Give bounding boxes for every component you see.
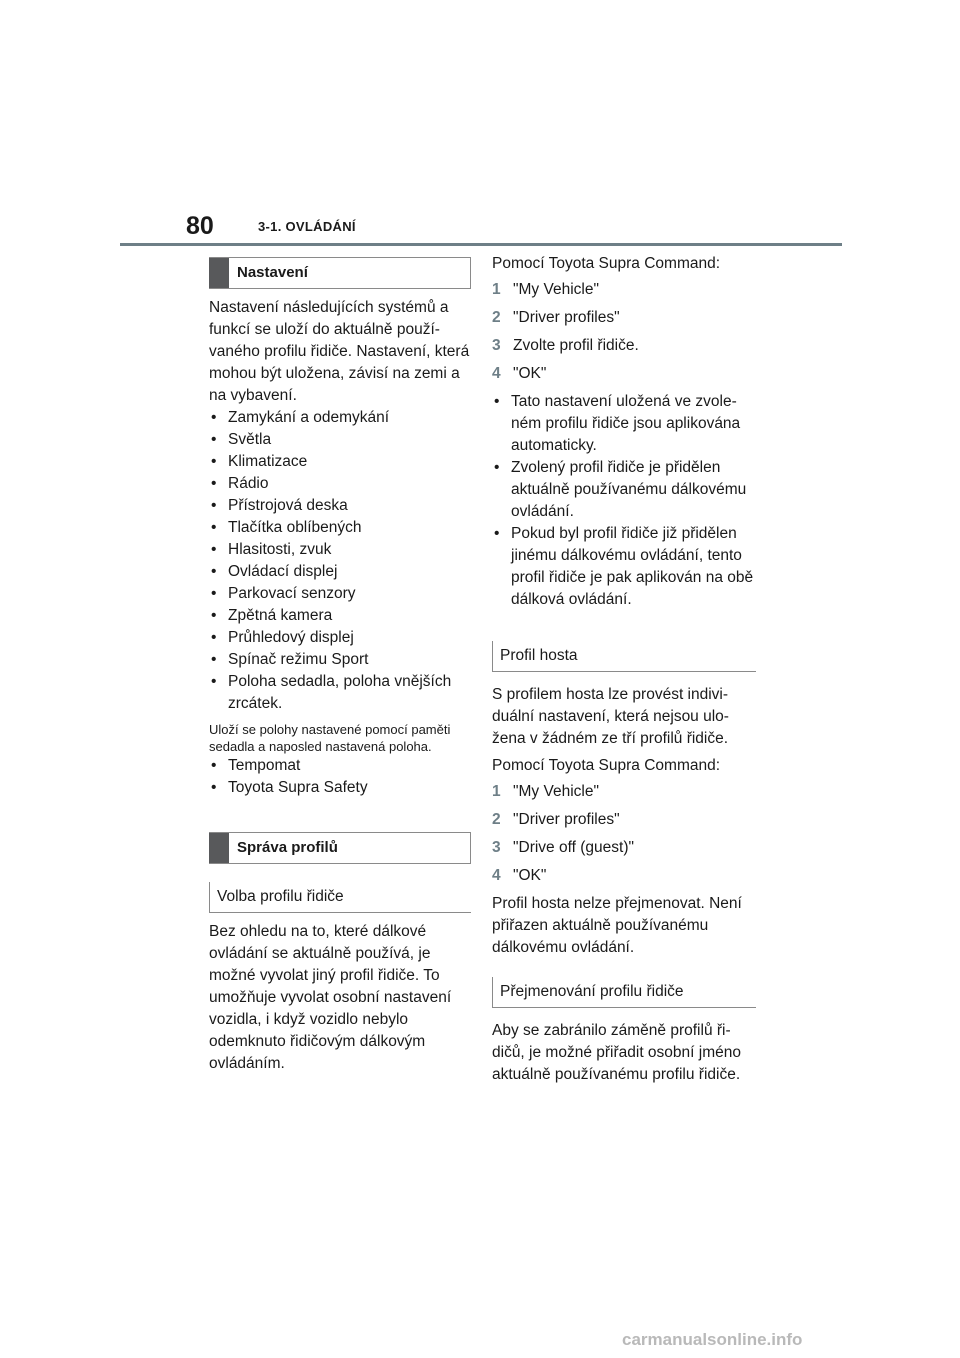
list-item: • Zvolený profil řidiče je přidělen aktuálně používanému dálkovému ovládání. <box>492 457 754 523</box>
step-item <box>492 335 754 357</box>
step-text: "Driver profiles" <box>513 811 620 828</box>
watermark-text: carmanualsonline.info <box>622 1330 803 1349</box>
section-heading-title: Nastavení <box>237 264 308 281</box>
step-number: 4 <box>492 365 501 382</box>
list-item: • Průhledový displej <box>209 627 471 649</box>
step-number: 2 <box>492 811 501 828</box>
subsection-heading-volba-profilu: Volba profilu řidiče <box>209 882 471 913</box>
list-item: • Ovládací displej <box>209 561 471 583</box>
list-item: • Tlačítka oblíbených <box>209 517 471 539</box>
guest-paragraph: S profilem hosta lze provést individuální nastavení, která nejsou uložena v žádném ze tří profilů řidiče. <box>492 686 729 747</box>
list-item: • Pokud byl profil řidiče již přidělen jinému dálkovému ovládání, tento profil řidiče je pak aplikován na obě dálková ovládání. <box>492 523 754 611</box>
step-number: 4 <box>492 867 501 884</box>
step-item <box>492 865 754 887</box>
step-item <box>492 363 754 385</box>
list-item: • Přístrojová deska <box>209 495 471 517</box>
header-rule <box>120 243 842 246</box>
step-number: 2 <box>492 309 501 326</box>
step-item <box>492 307 754 329</box>
intro-paragraph: Nastavení následujících systémů a funkcí se uloží do aktuálně používaného profilu řidiče. Nastavení, která mohou být uložena, závisí na zemi a na vybavení. <box>209 299 470 404</box>
section-heading-nastaveni <box>209 257 471 289</box>
list-item: • Toyota Supra Safety <box>209 777 471 799</box>
right-column <box>492 253 754 1086</box>
step-item <box>492 279 754 301</box>
step-text: "OK" <box>513 365 547 382</box>
command-intro-2: Pomocí Toyota Supra Command: <box>492 757 721 774</box>
page-header <box>0 0 960 250</box>
section-heading-bar <box>209 258 229 288</box>
step-text: "OK" <box>513 867 547 884</box>
list-item: • Parkovací senzory <box>209 583 471 605</box>
list-item: • Zpětná kamera <box>209 605 471 627</box>
list-item: • Tempomat <box>209 755 471 777</box>
step-number: 1 <box>492 783 501 800</box>
step-number: 1 <box>492 281 501 298</box>
step-text: "Drive off (guest)" <box>513 839 634 856</box>
list-item: • Zamykání a odemykání <box>209 407 471 429</box>
page-number: 80 <box>186 212 214 240</box>
list-item: • Rádio <box>209 473 471 495</box>
step-text: Zvolte profil řidiče. <box>513 337 639 354</box>
profile-paragraph: Bez ohledu na to, které dálkové ovládání se aktuálně používá, je možné vyvolat jiný profil řidiče. To umožňuje vyvolat osobní nastavení vozidla, i když vozidlo nebylo odemknuto řidičovým dálkovým ovládáním. <box>209 923 452 1072</box>
seat-memory-note: Uloží se polohy nastavené pomocí paměti sedadla a naposled nastavená poloha. <box>209 722 451 754</box>
step-text: "Driver profiles" <box>513 309 620 326</box>
list-item: • Hlasitosti, zvuk <box>209 539 471 561</box>
step-text: "My Vehicle" <box>513 281 599 298</box>
step-item <box>492 809 754 831</box>
chapter-title: 3-1. OVLÁDÁNÍ <box>258 219 356 234</box>
command-intro: Pomocí Toyota Supra Command: <box>492 255 721 272</box>
settings-list-2 <box>209 755 471 799</box>
section-heading-title: Správa profilů <box>237 839 338 856</box>
rename-paragraph: Aby se zabránilo záměně profilů řidičů, je možné přiřadit osobní jméno aktuálně používanému profilu řidiče. <box>492 1022 741 1083</box>
subsection-heading-profil-hosta: Profil hosta <box>492 641 756 672</box>
left-column <box>209 257 471 1075</box>
list-item: • Spínač režimu Sport <box>209 649 471 671</box>
list-item: • Poloha sedadla, poloha vnějších zrcátek. <box>209 671 471 715</box>
steps-list <box>492 279 754 385</box>
list-item: • Tato nastavení uložená ve zvoleném profilu řidiče jsou aplikována automaticky. <box>492 391 754 457</box>
step-text: "My Vehicle" <box>513 783 599 800</box>
step-item <box>492 781 754 803</box>
section-heading-sprava-profilu <box>209 832 471 864</box>
step-number: 3 <box>492 337 501 354</box>
profile-notes-list <box>492 391 754 611</box>
steps-list-2 <box>492 781 754 887</box>
guest-note-paragraph: Profil hosta nelze přejmenovat. Není přiřazen aktuálně používanému dálkovému ovládání. <box>492 895 742 956</box>
section-heading-bar <box>209 833 229 863</box>
step-item <box>492 837 754 859</box>
settings-list <box>209 407 471 715</box>
list-item: • Klimatizace <box>209 451 471 473</box>
list-item: • Světla <box>209 429 471 451</box>
subsection-heading-prejmenovani: Přejmenování profilu řidiče <box>492 977 756 1008</box>
step-number: 3 <box>492 839 501 856</box>
